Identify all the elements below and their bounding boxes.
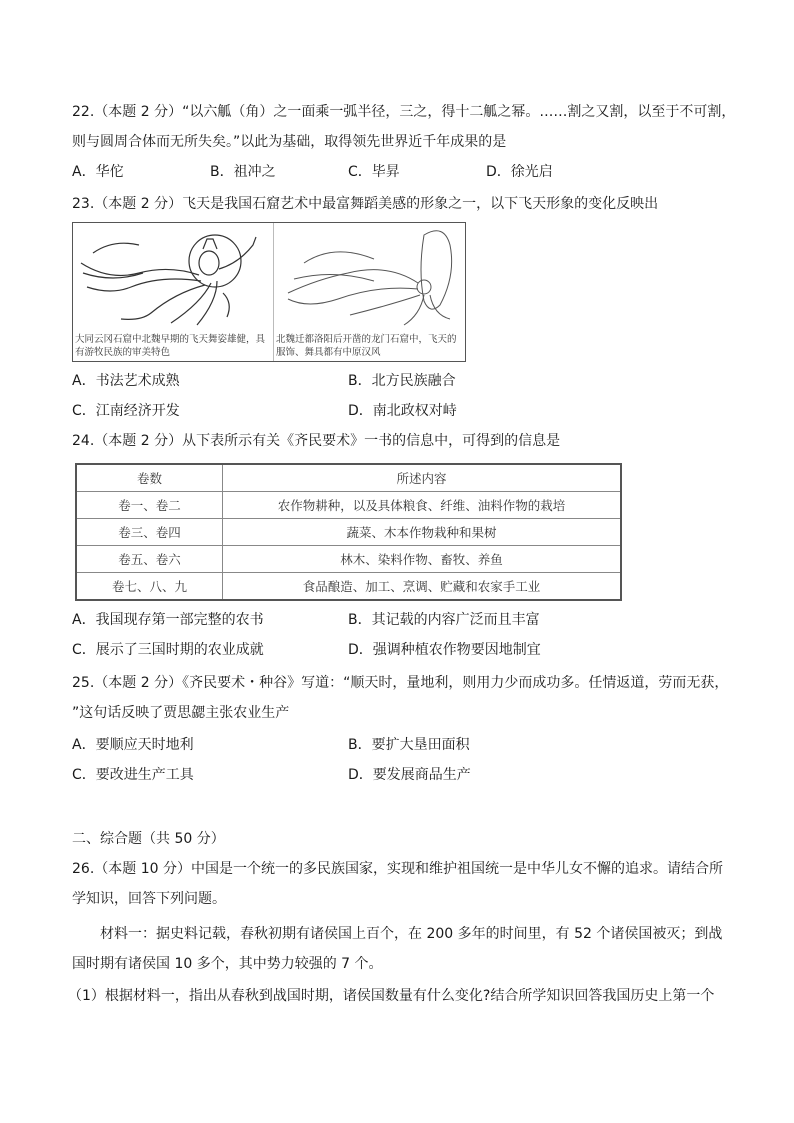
table-row (76, 519, 621, 546)
q24-option-b[interactable]: B．其记载的内容广泛而且丰富 (348, 612, 540, 628)
longmen-apsara-panel (274, 223, 465, 361)
q24-stem: 24.（本题 2 分）从下表所示有关《齐民要术》一书的信息中，可得到的信息是 (72, 433, 561, 449)
q25-option-c[interactable]: C．要改进生产工具 (72, 767, 194, 783)
q26-stem-line2: 学知识，回答下列问题。 (72, 891, 226, 907)
yungang-caption: 大同云冈石窟中北魏早期的飞天舞姿雄健，具有游牧民族的审美特色 (75, 334, 266, 358)
table-row (76, 573, 621, 601)
q25-stem-line1: 25.（本题 2 分）《齐民要术・种谷》写道：“顺天时，量地利，则用力少而成功多。任情返道，劳而无获， (72, 675, 729, 691)
q25-option-d[interactable]: D．要发展商品生产 (348, 767, 471, 783)
table-row (76, 546, 621, 573)
q23-option-b[interactable]: B．北方民族融合 (348, 373, 456, 389)
q24-option-d[interactable]: D．强调种植农作物要因地制宜 (348, 642, 541, 658)
cell-content: 林木、染料作物、畜牧、养鱼 (223, 546, 622, 573)
cell-volume: 卷七、八、九 (76, 573, 223, 601)
longmen-caption: 北魏迁都洛阳后开凿的龙门石窟中，飞天的服饰、舞具都有中原汉风 (276, 334, 457, 358)
q22-option-c[interactable]: C．毕昇 (348, 164, 400, 180)
q22-option-a[interactable]: A．华佗 (72, 164, 124, 180)
cell-volume: 卷三、卷四 (76, 519, 223, 546)
q23-stem: 23.（本题 2 分）飞天是我国石窟艺术中最富舞蹈美感的形象之一，以下飞天形象的变化反映出 (72, 196, 659, 212)
cell-content: 农作物耕种，以及具体粮食、纤维、油料作物的栽培 (223, 492, 622, 519)
q23-option-a[interactable]: A．书法艺术成熟 (72, 373, 180, 389)
q22-option-d[interactable]: D．徐光启 (486, 164, 553, 180)
cell-volume: 卷五、卷六 (76, 546, 223, 573)
q22-stem-line1: 22.（本题 2 分）“以六觚（角）之一面乘一弧半径，三之，得十二觚之幂。……割之又割，以至于不可割， (72, 104, 736, 120)
flying-apsaras-figure (72, 222, 466, 362)
cell-content: 食品酿造、加工、烹调、贮藏和农家手工业 (223, 573, 622, 601)
cell-content: 蔬菜、木本作物栽种和果树 (223, 519, 622, 546)
yungang-apsara-illustration (73, 223, 273, 331)
q26-material1-line1: 材料一：据史料记载，春秋初期有诸侯国上百个，在 200 多年的时间里，有 52 个诸侯国被灭；到战 (100, 926, 723, 942)
q26-material1-line2: 国时期有诸侯国 10 多个，其中势力较强的 7 个。 (72, 956, 383, 972)
header-volume: 卷数 (76, 464, 223, 492)
q25-option-a[interactable]: A．要顺应天时地利 (72, 737, 194, 753)
header-content: 所述内容 (223, 464, 622, 492)
q24-option-c[interactable]: C．展示了三国时期的农业成就 (72, 642, 264, 658)
table-header-row (76, 464, 621, 492)
section-title: 二、综合题（共 50 分） (72, 831, 225, 847)
yungang-apsara-panel (73, 223, 274, 361)
qimin-yaoshu-table (75, 463, 622, 601)
q23-option-d[interactable]: D．南北政权对峙 (348, 403, 457, 419)
q25-option-b[interactable]: B．要扩大垦田面积 (348, 737, 470, 753)
q26-subquestion-1: （1）根据材料一，指出从春秋到战国时期，诸侯国数量有什么变化?结合所学知识回答我国历史上第一个 (68, 988, 715, 1004)
q26-stem-line1: 26.（本题 10 分）中国是一个统一的多民族国家，实现和维护祖国统一是中华儿女不懈的追求。请结合所 (72, 861, 723, 877)
q22-option-b[interactable]: B．祖冲之 (210, 164, 276, 180)
q25-stem-line2: ”这句话反映了贾思勰主张农业生产 (72, 705, 290, 721)
table-row (76, 492, 621, 519)
longmen-apsara-illustration (274, 223, 466, 331)
cell-volume: 卷一、卷二 (76, 492, 223, 519)
q22-stem-line2: 则与圆周合体而无所失矣。”以此为基础，取得领先世界近千年成果的是 (72, 134, 507, 150)
q24-option-a[interactable]: A．我国现存第一部完整的农书 (72, 612, 264, 628)
q23-option-c[interactable]: C．江南经济开发 (72, 403, 180, 419)
